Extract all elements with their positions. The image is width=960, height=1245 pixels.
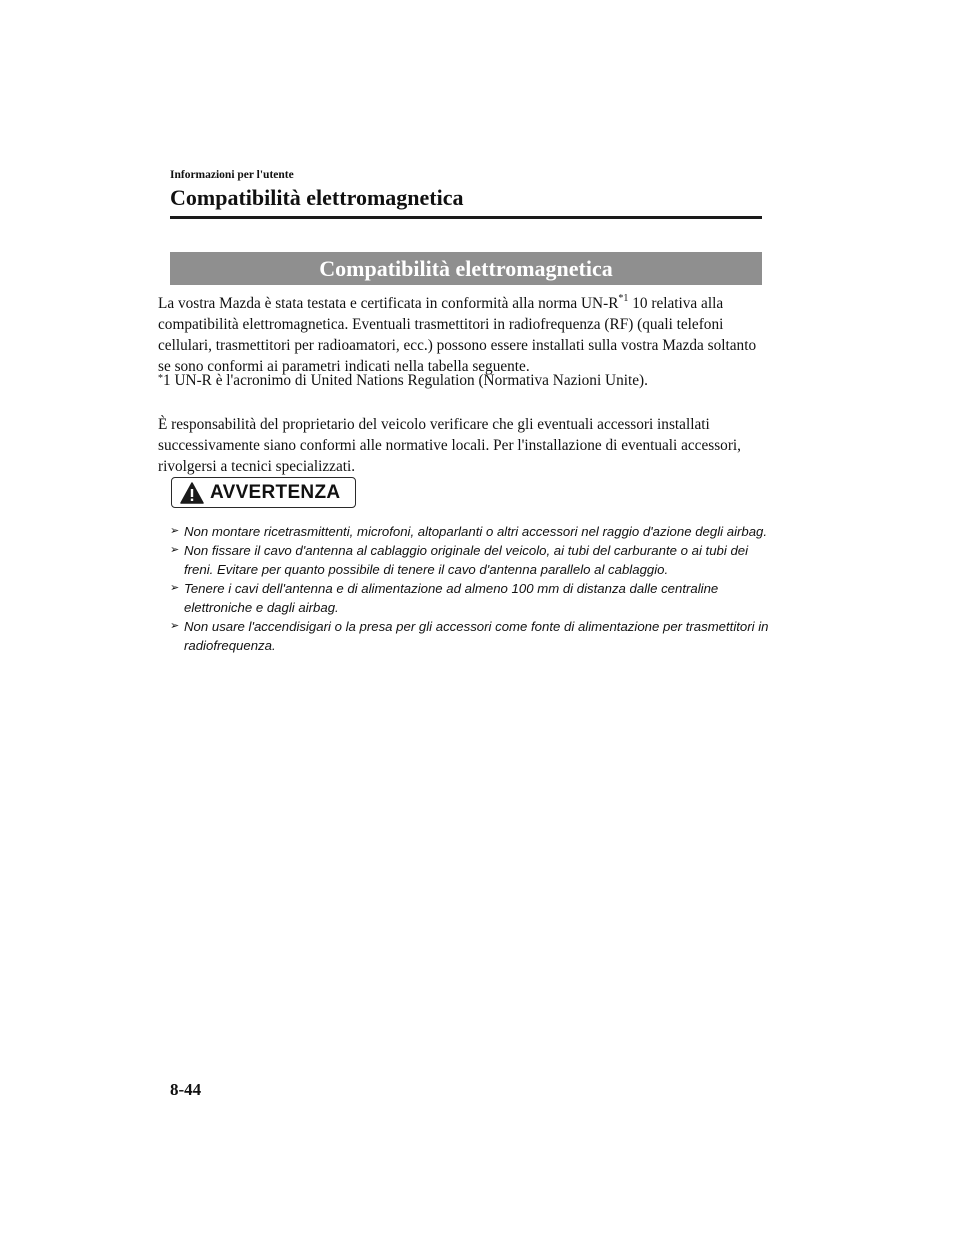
footnote-text: 1 UN-R è l'acronimo di United Nations Regulation (Normativa Nazioni Unite).: [163, 372, 648, 389]
list-item: [170, 522, 770, 541]
warning-triangle-icon: [180, 482, 204, 504]
bullet-arrow-icon: ➢: [170, 620, 180, 632]
warning-text: Non montare ricetrasmittenti, microfoni, altoparlanti o altri accessori nel raggio d'azione degli airbag.: [184, 524, 768, 539]
page-number: 8-44: [170, 1080, 202, 1099]
bullet-arrow-icon: ➢: [170, 544, 180, 556]
intro-text-end: 10 relativa alla compatibilità elettromagnetica. Eventuali trasmettitori in radiofrequenza (RF) (quali telefoni cellulari, trasmettitori per radioamatori, ecc.) possono essere installati sulla vostra Mazda soltanto se sono conformi ai parametri indicati nella tabella seguente.: [158, 295, 757, 375]
warning-text: Tenere i cavi dell'antenna e di alimentazione ad almeno 100 mm di distanza dalle centraline elettroniche e dagli airbag.: [184, 581, 719, 615]
responsibility-paragraph: È responsabilità del proprietario del veicolo verificare che gli eventuali accessori installati successivamente siano conformi alle normative locali. Per l'installazione di eventuali accessori, rivolgersi a tecnici specializzati.: [158, 416, 741, 475]
header-divider: [170, 216, 762, 219]
bullet-arrow-icon: ➢: [170, 582, 180, 594]
footnote-marker: *: [158, 373, 163, 384]
page-title: Compatibilità elettromagnetica: [170, 185, 464, 210]
list-item: [170, 579, 770, 617]
warning-list: [170, 522, 770, 655]
warning-text: Non fissare il cavo d'antenna al cablaggio originale del veicolo, ai tubi del carburante o ai tubi dei freni. Evitare per quanto possibile di tenere il cavo d'antenna parallelo al cablaggio.: [184, 543, 749, 577]
list-item: [170, 541, 770, 579]
page-header: [170, 168, 762, 219]
chapter-label: Informazioni per l'utente: [170, 169, 294, 181]
intro-paragraph: [158, 293, 768, 377]
warning-label: AVVERTENZA: [210, 481, 341, 503]
warning-header: [171, 477, 356, 508]
list-item: [170, 617, 770, 655]
bullet-arrow-icon: ➢: [170, 525, 180, 537]
footnote: [158, 370, 768, 391]
warning-text: Non usare l'accendisigari o la presa per gli accessori come fonte di alimentazione per trasmettitori in radiofrequenza.: [184, 619, 769, 653]
intro-text-start: La vostra Mazda è stata testata e certificata in conformità alla norma UN-R: [158, 295, 619, 312]
section-banner: Compatibilità elettromagnetica: [170, 252, 762, 285]
footnote-reference: *1: [618, 292, 629, 304]
